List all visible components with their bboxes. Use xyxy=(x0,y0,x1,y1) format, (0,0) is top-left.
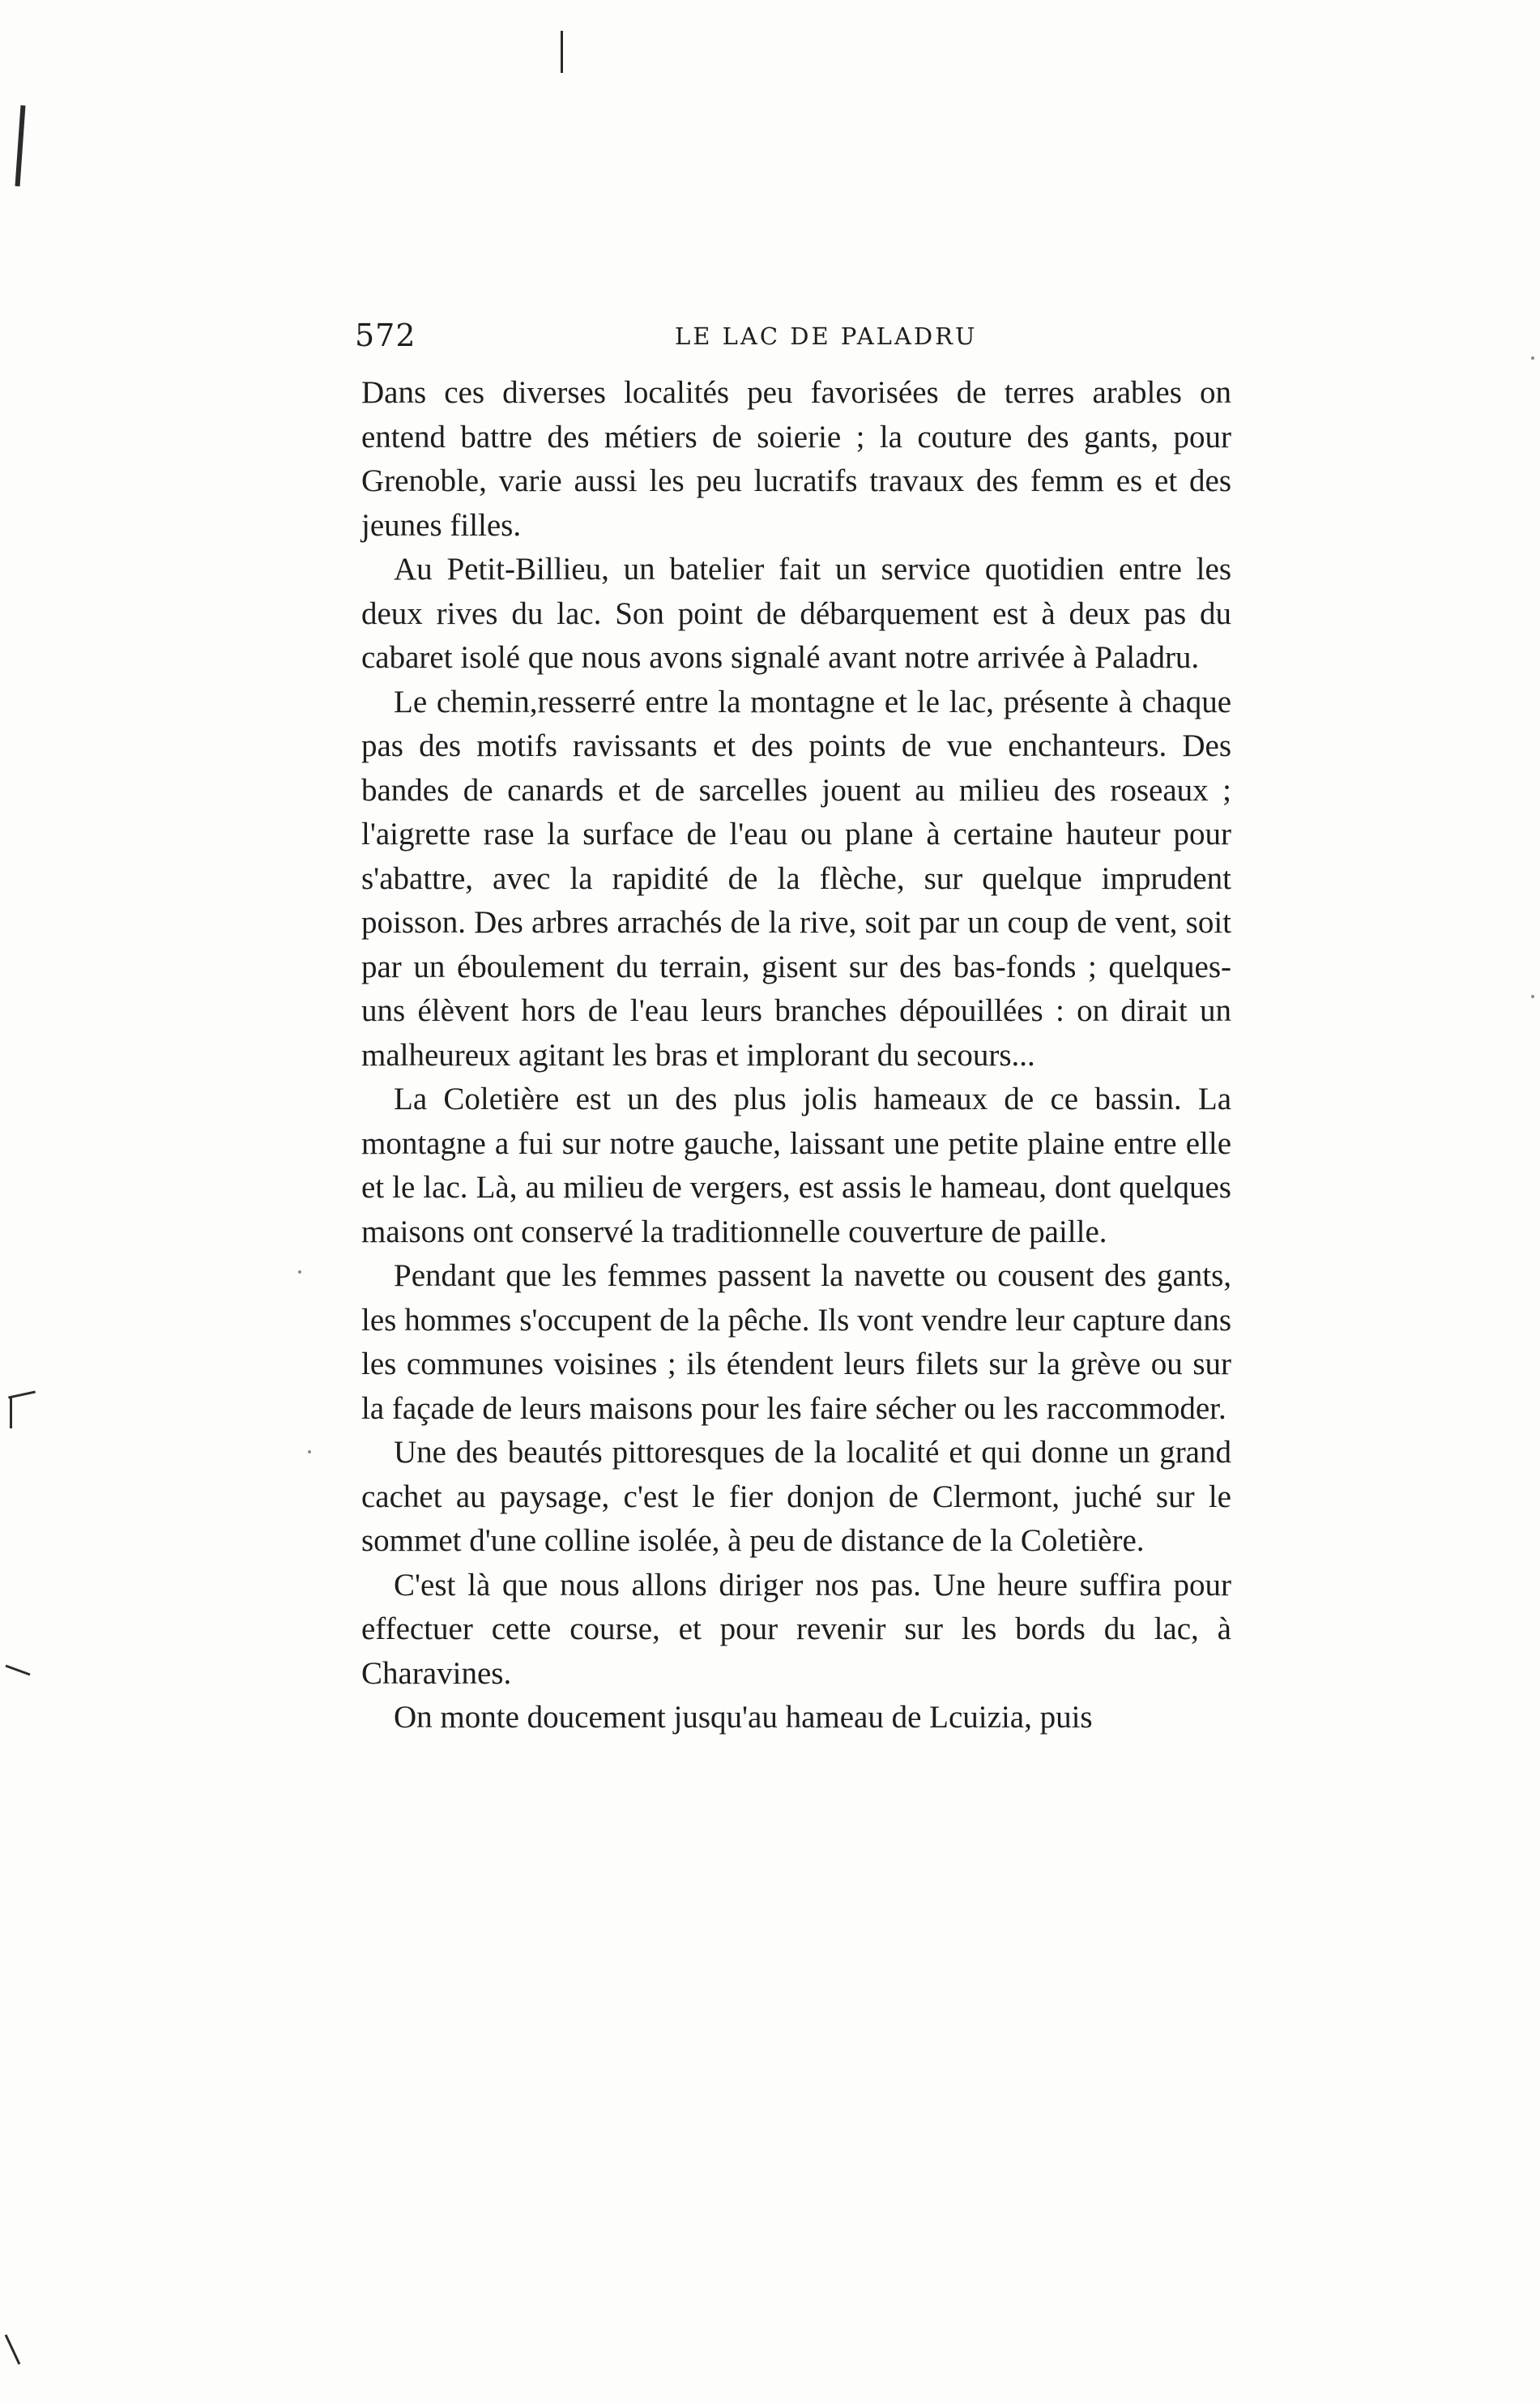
body-text xyxy=(361,371,1231,1740)
scan-artifact xyxy=(15,105,26,186)
scan-artifact xyxy=(8,1390,36,1398)
paragraph: Une des beautés pittoresques de la localité et qui donne un grand cachet au paysage, c'est le fier donjon de Clermont, juché sur le sommet d'une colline isolée, à peu de distance de la Coletière. xyxy=(361,1435,1231,1558)
page-number: 572 xyxy=(355,318,416,353)
scan-artifact xyxy=(1531,995,1534,998)
paragraph: Dans ces diverses localités peu favorisées de terres arables on entend battre des métiers de soierie ; la couture des gants, pour Grenoble, varie aussi les peu lucratifs travaux des femm es et des jeunes filles. xyxy=(361,375,1231,543)
paragraph: Le chemin,resserré entre la montagne et le lac, présente à chaque pas des motifs ravissants et des points de vue enchanteurs. Des bandes de canards et de sarcelles jouent au milieu des roseaux ; l'aigrette rase la surface de l'eau ou plane à certaine hauteur pour s'abattre, avec la rapidité de la flèche, sur quelque imprudent poisson. Des arbres arrachés de la rive, soit par un coup de vent, soit par un éboulement du terrain, gisent sur des bas-fonds ; quelques-uns élèvent hors de l'eau leurs branches dépouillées : on dirait un malheureux agitant les bras et implorant du secours... xyxy=(361,684,1231,1073)
paragraph: La Coletière est un des plus jolis hameaux de ce bassin. La montagne a fui sur notre gauche, laissant une petite plaine entre elle et le lac. Là, au milieu de vergers, est assis le hameau, dont quelques maisons ont conservé la traditionnelle couverture de paille. xyxy=(361,1082,1231,1249)
scan-artifact xyxy=(5,2334,21,2365)
scan-artifact xyxy=(5,1665,30,1676)
paragraph: On monte doucement jusqu'au hameau de Lcuizia, puis xyxy=(394,1700,1093,1735)
scan-artifact xyxy=(10,1398,12,1428)
running-title: LE LAC DE PALADRU xyxy=(675,322,978,350)
scan-artifact xyxy=(561,31,563,73)
paragraph: Au Petit-Billieu, un batelier fait un service quotidien entre les deux rives du lac. Son point de débarquement est à deux pas du cabaret isolé que nous avons signalé avant notre arrivée à Paladru. xyxy=(361,552,1231,675)
paragraph: Pendant que les femmes passent la navette ou cousent des gants, les hommes s'occupent de la pêche. Ils vont vendre leur capture dans les communes voisines ; ils étendent leurs filets sur la grève ou sur la façade de leurs maisons pour les faire sécher ou les raccommoder. xyxy=(361,1258,1231,1426)
scan-artifact xyxy=(1531,356,1534,360)
paragraph: C'est là que nous allons diriger nos pas. Une heure suffira pour effectuer cette course, et pour revenir sur les bords du lac, à Charavines. xyxy=(361,1567,1231,1691)
scan-artifact xyxy=(308,1450,311,1453)
scan-artifact xyxy=(298,1270,301,1274)
page-header xyxy=(355,318,1228,363)
